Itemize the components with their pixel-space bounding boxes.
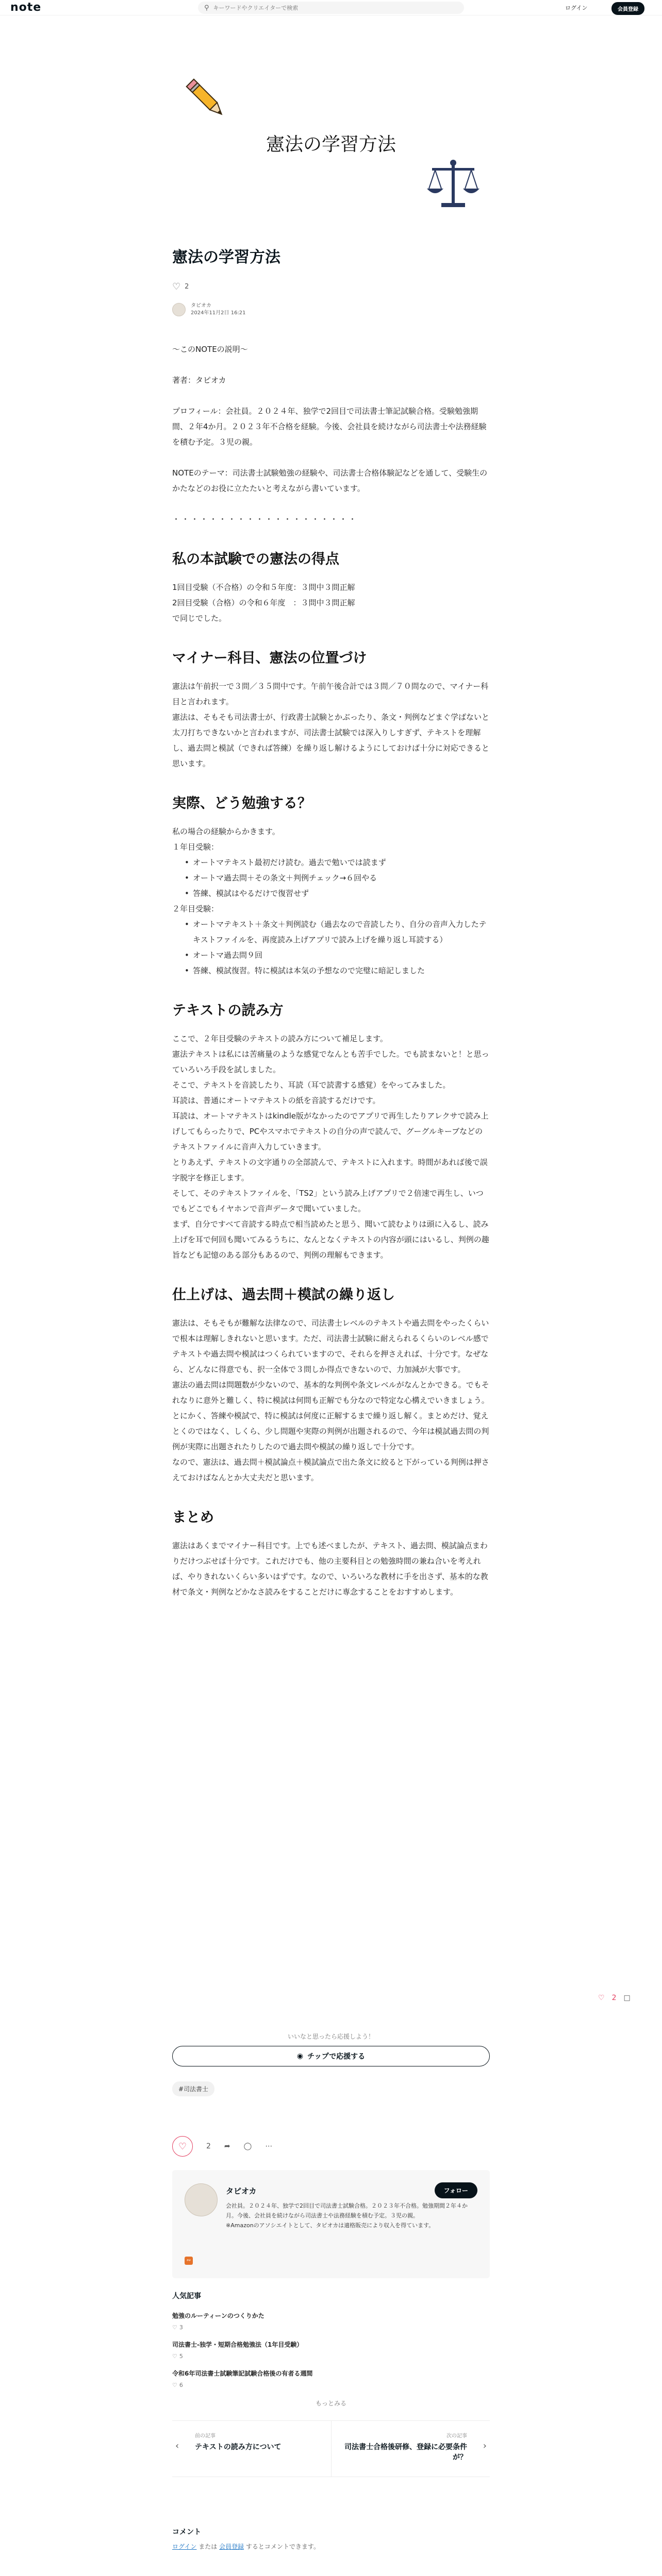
list-item: • オートマテキスト＋条文＋判例読む（過去なので音読したり、自分の音声入力したテキストファイルを、再度読み上げアプリで読み上げを繰り返し耳読する） (193, 917, 490, 947)
text-paragraph: まず、自分ですべて音読する時点で相当読めたと思う、聞いて読むよりは頭に入るし、読み上げを耳で何回も聞いてみるうちに、なんとなくテキストの内容が頭にはいるし、判例の趣旨なども記憶のある部分もあるので、判例の理解もできます。 (172, 1219, 489, 1260)
list-item: • オートマ過去問９回 (193, 947, 490, 963)
year1-list (172, 855, 490, 901)
popular-likes (172, 2382, 490, 2388)
prev-label: 前の記事 (195, 2433, 216, 2439)
intro-line: ～このNOTEの説明～ (172, 345, 248, 354)
heading-score: 私の本試験での憲法の得点 (172, 551, 339, 567)
tip-icon: ◉ (296, 2052, 304, 2060)
action-row (172, 2136, 272, 2157)
pencil-icon (181, 74, 231, 124)
text-paragraph: 憲法テキストは私には苦痛量のような感覚でなんとも苦手でした。でも読まないと！と思っていろいろ手段を試しました。 (172, 1049, 489, 1074)
popular-item[interactable]: 勉強のルーティーンのつくりかた (172, 2312, 264, 2319)
support-section (172, 2032, 490, 2066)
heart-icon[interactable]: ♡ (598, 1994, 605, 2002)
dot-divider: ・・・・・・・・・・・・・・・・・・・・ (172, 515, 358, 524)
author-row[interactable] (172, 302, 490, 317)
author-meta (191, 302, 246, 317)
text-paragraph: 耳読は、オートマテキストはkindle版がなかったのでアプリで再生したりアレクサで読み上げしてもらったりで、PCやスマホでテキストの自分の声で読んで、グーグルキーブなどのテキストファイルに音声入力していきます。 (172, 1111, 489, 1151)
creator-bio-text: 会社員。２０２４年、独学で2回目で司法書士試験合格。２０２３年不合格。勉強期間２年４か月。今後、会社員を続けながら司法書士や法務経験を積む予定。３児の親。 (226, 2202, 468, 2219)
hashtag-chip[interactable]: #司法書士 (172, 2081, 214, 2096)
eyecatch-image (167, 49, 495, 222)
popular-item[interactable]: 司法書士-独学・短期合格勉強法（1年目受験） (172, 2341, 303, 2348)
comments-login-link[interactable]: ログイン (172, 2543, 197, 2550)
text-paragraph: 耳読は、普通にオートマテキストの紙を音読するだけです。 (172, 1096, 380, 1105)
heading-finish: 仕上げは、過去問＋模試の繰り返し (172, 1287, 395, 1303)
top-navbar (0, 0, 662, 15)
rss-icon[interactable]: ∾ (185, 2257, 193, 2265)
search-box[interactable] (198, 2, 464, 14)
heading-text-reading: テキストの読み方 (172, 1003, 284, 1019)
like-count: 5 (179, 2353, 183, 2360)
popular-title: 人気記事 (172, 2292, 201, 2300)
heart-icon: ♡ (172, 2324, 177, 2331)
follow-button[interactable]: フォロー (435, 2182, 477, 2198)
creator-bio (226, 2201, 473, 2230)
support-lead: いいなと思ったら応援しよう！ (287, 2033, 374, 2040)
article-body (172, 342, 490, 1600)
list-item: • 答練、模試復習。特に模試は本気の予想なので完璧に暗記しました (193, 963, 490, 978)
scale-of-justice-icon (425, 157, 482, 213)
author-line: 著者：タピオカ (172, 376, 226, 385)
list-item: • 答練、模試はやるだけで復習せず (193, 886, 490, 901)
popular-likes (172, 2324, 490, 2331)
score-line-3: で同じでした。 (172, 614, 227, 623)
heart-icon: ♡ (172, 2353, 177, 2360)
text-paragraph: とりあえず、テキストの文字通りの全部読んで、テキストに入れます。時間があれば後で誤字脱字を修正します。 (172, 1158, 488, 1182)
comments-rest: するとコメントできます。 (245, 2543, 320, 2550)
theme-paragraph: NOTEのテーマ：司法書士試験勉強の経験や、司法書士合格体験記などを通して、受験生のかたなどのお役に立たたいと考えながら書いています。 (172, 468, 488, 493)
search-icon: ⚲ (204, 4, 209, 12)
like-count: 2 (206, 2142, 211, 2150)
like-button[interactable]: ♡ (172, 2136, 193, 2157)
tip-button-label: チップで応援する (307, 2053, 366, 2061)
comments-signup-link[interactable]: 会員登録 (219, 2543, 244, 2550)
year2-list (172, 917, 490, 978)
prev-article[interactable] (172, 2421, 331, 2477)
heading-summary: まとめ (172, 1510, 214, 1526)
popular-item[interactable]: 令和6年司法書士試験筆記試験合格後の有者る週間 (172, 2370, 313, 2377)
tip-button[interactable] (172, 2046, 490, 2066)
floating-actions (598, 1994, 631, 2002)
year1-label: １年目受験： (172, 842, 219, 852)
more-icon[interactable]: ⋯ (265, 2142, 273, 2150)
note-logo[interactable]: note (10, 1, 42, 14)
comments-note (172, 2542, 490, 2551)
like-count: 3 (179, 2324, 183, 2331)
list-item: • オートマ過去問＋その条文＋判例チェック→６回やる (193, 870, 490, 886)
comment-icon[interactable]: □ (623, 1994, 631, 2002)
signup-button[interactable]: 会員登録 (611, 2, 644, 15)
like-count: 6 (179, 2382, 183, 2388)
score-line-1: 1回目受験（不合格）の令和５年度：３問中３問正解 (172, 583, 355, 592)
comments-section (172, 2527, 490, 2551)
creator-avatar[interactable] (185, 2183, 218, 2216)
how-intro: 私の場合の経験からかきます。 (172, 827, 280, 836)
finish-paragraph: 憲法の過去問は問題数が少ないので、基本的な判例や条文レベルがなんとかできる。でもそれなりに意外と難しく、特に模試は何問も正解でも分なので特定な心構えでいきましょう。とにかく、答練や模試で、特に模試は何度に正解するまで繰り返し解く。まとめだけ、覚えとくのではなく、しくら、少し問題や実際の判例が出題されるので、今年は模試過去問の判例が実際に出題されたりしたので過去問や模試の繰り返しで十分です。 (172, 1380, 489, 1451)
creator-card (172, 2170, 490, 2278)
login-link[interactable]: ログイン (565, 5, 588, 11)
like-count: 2 (185, 283, 189, 291)
creator-name[interactable]: タピオカ (226, 2187, 257, 2196)
comment-icon[interactable]: ◯ (243, 2142, 252, 2150)
share-icon[interactable]: ➦ (224, 2142, 230, 2150)
chevron-right-icon: › (483, 2441, 487, 2451)
next-title: 司法書士合格後研修、登録に必要条件が？ (344, 2443, 467, 2462)
heading-how: 実際、どう勉強する？ (172, 795, 311, 811)
next-article[interactable] (331, 2421, 490, 2477)
comments-title: コメント (172, 2528, 201, 2536)
chevron-left-icon: ‹ (175, 2441, 179, 2451)
article-title: 憲法の学習方法 (172, 248, 280, 266)
list-item: • オートマテキスト最初だけ読む。過去で勉いでは読まず (193, 855, 490, 870)
author-name[interactable]: タピオカ (191, 303, 211, 309)
search-input[interactable] (213, 5, 440, 11)
year2-label: ２年目受験： (172, 904, 219, 913)
text-paragraph: ここで、２年目受験のテキストの読み方について補足します。 (172, 1034, 388, 1043)
position-paragraph-1: 憲法は午前択一で３問／３５問中です。午前午後合計では３問／７０問なので、マイナー科目と言われます。 (172, 682, 489, 706)
text-paragraph: そして、そのテキストファイルを、「TS2」という読み上げアプリで２倍速で再生し、いつでもどこでもイヤホンで音声データで聞いていました。 (172, 1189, 484, 1213)
heart-icon[interactable]: ♡ (172, 281, 181, 292)
finish-paragraph: 憲法は、そもそもが難解な法律なので、司法書士レベルのテキストや過去問をやったくらいで根本は理解しきれないと思います。ただ、司法書士試験に耐えられるくらいのレベル感でテキストや過去問や模試はつくられていますので、それらを押さえれば、十分です。なぜなら、どんなに得意でも、択一全体で３問しか得点できないので、力加減が大事です。 (172, 1318, 489, 1374)
heading-position: マイナー科目、憲法の位置づけ (172, 650, 367, 666)
position-paragraph-2: 憲法は、そもそも司法書士が、行政書士試験とかぶったり、条文・判例などまぐ学ばないと太刀打ちできないかと言われますが、司法書士試験では深入りしすぎず、テキストを理解し、過去問と模試（できれば答練）を繰り返し解けるようにしておけば十分に対応できると思います。 (172, 713, 490, 768)
popular-articles (172, 2291, 490, 2408)
more-link[interactable]: もっとみる (315, 2400, 346, 2407)
article (172, 246, 490, 1615)
profile-paragraph: プロフィール：会社員。２０２４年、独学で2回目で司法書士筆記試験合格。受験勉強期間、２年4か月。２０２３年不合格を経験。今後、会社員を続けながら司法書士や法務経験を積む予定。３児の親。 (172, 406, 487, 447)
post-date: 2024年11月2日 16:21 (191, 310, 246, 316)
prev-title: テキストの読み方について (195, 2443, 282, 2451)
text-paragraph: そこで、テキストを音読したり、耳読（耳で読書する感覚）をやってみました。 (172, 1080, 451, 1090)
eyecatch-title: 憲法の学習方法 (266, 134, 396, 155)
like-row (172, 281, 490, 292)
finish-paragraph: なので、憲法は、過去問＋模試論点＋模試論点で出た条文に絞ると下がっている判例は押さえておけばなんとか大丈夫だと思います。 (172, 1458, 489, 1482)
summary-paragraph: 憲法はあくまでマイナー科目です。上でも述べましたが、テキスト、過去問、模試論点まわりだけつぶせば十分です。これだけでも、他の主要科目との勉強時間の兼ね合いを考えれば、やりきれないくらい多いはずです。なので、いろいろな教材に手を出さず、基本的な教材で条文・判例などかなさ読みをすることだけに専念することをおすすめします。 (172, 1541, 488, 1597)
popular-likes (172, 2353, 490, 2360)
side-like-count: 2 (611, 1994, 617, 2002)
prev-next-nav (172, 2420, 490, 2477)
heart-icon: ♡ (172, 2382, 177, 2388)
comments-or: または (198, 2543, 218, 2550)
creator-bio-note: ※Amazonのアソシエイトとして、タピオカは適格販売により収入を得ています。 (226, 2222, 435, 2229)
score-line-2: 2回目受験（合格）の令和６年度 ：３問中３問正解 (172, 598, 355, 607)
author-avatar[interactable] (172, 303, 186, 316)
next-label: 次の記事 (446, 2433, 467, 2439)
